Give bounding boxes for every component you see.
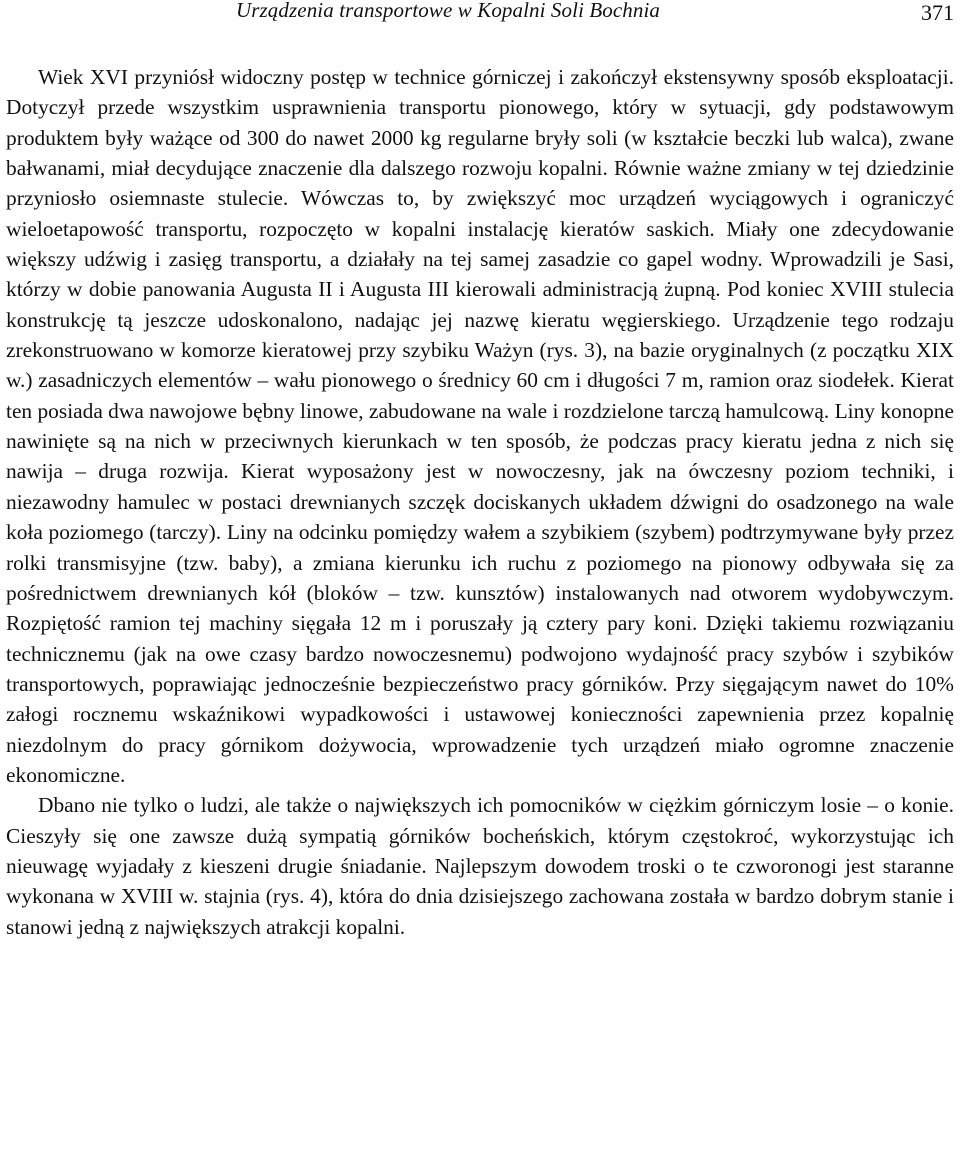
paragraph-2: Dbano nie tylko o ludzi, ale także o największych ich pomocników w ciężkim górniczym losie – o konie. Cieszyły się one zawsze dużą sympatią górników bocheńskich, którym częstokroć, wykorzystując ich nieuwagę wyjadały z kieszeni drugie śniadanie. Najlepszym dowodem troski o te czworonogi jest staranne wykonana w XVIII w. stajnia (rys. 4), która do dnia dzisiejszego zachowana została w bardzo dobrym stanie i stanowi jedną z największych atrakcji kopalni. [6,793,954,939]
paragraph-1: Wiek XVI przyniósł widoczny postęp w technice górniczej i zakończył ekstensywny sposób eksploatacji. Dotyczył przede wszystkim usprawnienia transportu pionowego, który w sytuacji, gdy podstawowym produktem były ważące od 300 do nawet 2000 kg regularne bryły soli (w kształcie beczki lub walca), zwane bałwanami, miał decydujące znaczenie dla dalszego rozwoju kopalni. Równie ważne zmiany w tej dziedzinie przyniosło osiemnaste stulecie. Wówczas to, by zwiększyć moc urządzeń wyciągowych i ograniczyć wieloetapowość transportu, rozpoczęto w kopalni instalację kieratów saskich. Miały one zdecydowanie większy udźwig i zasięg transportu, a działały na tej samej zasadzie co gapel wodny. Wprowadzili je Sasi, którzy w dobie panowania Augusta II i Augusta III kierowali administracją żupną. Pod koniec XVIII stulecia konstrukcję tą jeszcze udoskonalono, nadając jej nazwę kieratu węgierskiego. Urządzenie tego rodzaju zrekonstruowano w komorze kieratowej przy szybiku Ważyn (rys. 3), na bazie oryginalnych (z początku XIX w.) zasadniczych elementów – wału pionowego o średnicy 60 cm i długości 7 m, ramion oraz siodełek. Kierat ten posiada dwa nawojowe bębny linowe, zabudowane na wale i rozdzielone tarczą hamulcową. Liny konopne nawinięte są na nich w przeciwnych kierunkach w ten sposób, że podczas pracy kieratu jedna z nich się nawija – druga rozwija. Kierat wyposażony jest w nowoczesny, jak na ówczesny poziom techniki, i niezawodny hamulec w postaci drewnianych szczęk dociskanych układem dźwigni do osadzonego na wale koła poziomego (tarczy). Liny na odcinku pomiędzy wałem a szybikiem (szybem) podtrzymywane były przez rolki transmisyjne (tzw. baby), a zmiana kierunku ich ruchu z poziomego na pionowy odbywała się za pośrednictwem drewnianych kół (bloków – tzw. kunsztów) instalowanych nad otworem wydobywczym. Rozpiętość ramion tej machiny sięgała 12 m i poruszały ją cztery pary koni. Dzięki takiemu rozwiązaniu technicznemu (jak na owe czasy bardzo nowoczesnemu) podwojono wydajność pracy szybów i szybików transportowych, poprawiając jednocześnie bezpieczeństwo pracy górników. Przy sięgającym nawet do 10% załogi rocznemu wskaźnikowi wypadkowości i ustawowej konieczności zapewnienia przez kopalnię niezdolnym do pracy górnikom dożywocia, wprowadzenie tych urządzeń miało ogromne znaczenie ekonomiczne. [6,65,954,787]
running-title: Urządzenia transportowe w Kopalni Soli Bochnia [236,0,661,22]
page-number: 371 [921,0,954,25]
header-divider [6,33,954,34]
document-page [6,0,954,1164]
body-text [6,62,954,942]
running-header [6,0,954,30]
